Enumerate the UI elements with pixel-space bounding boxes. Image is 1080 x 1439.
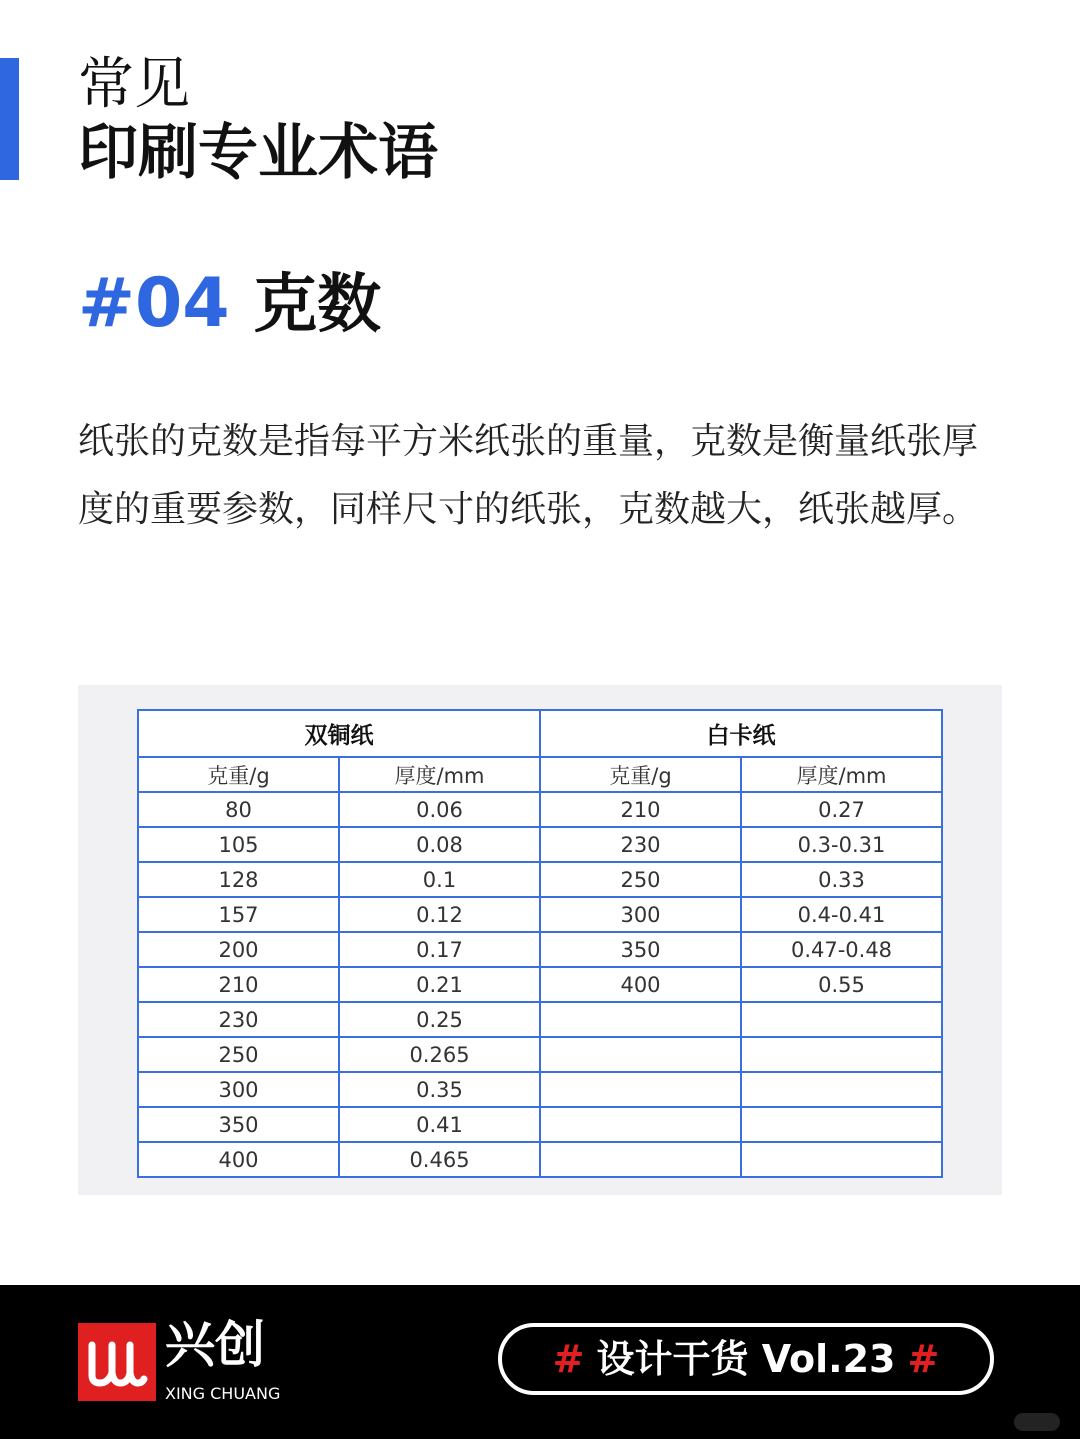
table-cell: 128 <box>138 862 339 897</box>
brand-name: 兴创 <box>165 1316 265 1374</box>
table-cell: 0.33 <box>741 862 942 897</box>
table-cell: 400 <box>540 967 741 1002</box>
table-cell: 0.08 <box>339 827 540 862</box>
table-cell: 0.1 <box>339 862 540 897</box>
table-cell: 0.21 <box>339 967 540 1002</box>
watermark-badge-icon <box>1014 1413 1060 1431</box>
table-row <box>138 1002 942 1037</box>
table-cell <box>540 1037 741 1072</box>
table-cell: 0.3-0.31 <box>741 827 942 862</box>
xing-chuang-logo-icon <box>78 1323 156 1401</box>
brand-subtitle: XING CHUANG <box>165 1384 281 1403</box>
table-cell: 0.17 <box>339 932 540 967</box>
table-cell: 0.41 <box>339 1107 540 1142</box>
table-cell <box>741 1107 942 1142</box>
column-header-thickness: 厚度/mm <box>339 757 540 792</box>
section-number: #04 <box>78 264 230 343</box>
table-cell: 0.06 <box>339 792 540 827</box>
table-cell: 210 <box>540 792 741 827</box>
table-row <box>138 1142 942 1177</box>
page-title: 印刷专业术语 <box>78 118 438 188</box>
section-title: 克数 <box>253 268 382 342</box>
table-cell: 230 <box>138 1002 339 1037</box>
table-cell <box>540 1142 741 1177</box>
table-row <box>138 1037 942 1072</box>
header-kicker: 常见 <box>78 52 190 117</box>
table-cell <box>540 1072 741 1107</box>
tag-text: 设计干货 Vol.23 <box>596 1337 896 1381</box>
table-row <box>138 792 942 827</box>
accent-bar <box>0 58 19 180</box>
paper-weight-table <box>137 709 943 1178</box>
table-cell <box>540 1107 741 1142</box>
table-cell: 0.55 <box>741 967 942 1002</box>
table-cell: 250 <box>138 1037 339 1072</box>
series-tag <box>498 1323 994 1395</box>
column-header-thickness: 厚度/mm <box>741 757 942 792</box>
table-cell: 80 <box>138 792 339 827</box>
table-cell: 0.12 <box>339 897 540 932</box>
table-row <box>138 1072 942 1107</box>
table-cell: 210 <box>138 967 339 1002</box>
table-cell: 300 <box>540 897 741 932</box>
table-cell: 0.27 <box>741 792 942 827</box>
column-header-weight: 克重/g <box>540 757 741 792</box>
table-cell: 0.265 <box>339 1037 540 1072</box>
description-text: 纸张的克数是指每平方米纸张的重量，克数是衡量纸张厚度的重要参数，同样尺寸的纸张，克数越大，纸张越厚。 <box>78 421 979 530</box>
group-header-white-card: 白卡纸 <box>540 710 942 757</box>
table-cell: 200 <box>138 932 339 967</box>
tag-hash-right: # <box>907 1337 940 1381</box>
table-row <box>138 862 942 897</box>
table-cell <box>741 1037 942 1072</box>
table-panel <box>78 685 1002 1195</box>
tag-hash-left: # <box>552 1337 585 1381</box>
table-cell: 0.4-0.41 <box>741 897 942 932</box>
table-cell: 0.465 <box>339 1142 540 1177</box>
table-row <box>138 1107 942 1142</box>
column-header-weight: 克重/g <box>138 757 339 792</box>
footer <box>0 1285 1080 1439</box>
table-cell: 300 <box>138 1072 339 1107</box>
table-cell: 230 <box>540 827 741 862</box>
table-cell: 350 <box>540 932 741 967</box>
table-cell <box>540 1002 741 1037</box>
table-cell: 0.47-0.48 <box>741 932 942 967</box>
brand-logo <box>78 1323 156 1401</box>
table-row <box>138 932 942 967</box>
table-cell <box>741 1072 942 1107</box>
section-heading <box>78 262 381 346</box>
table-cell: 400 <box>138 1142 339 1177</box>
table-row <box>138 827 942 862</box>
table-row <box>138 967 942 1002</box>
table-cell: 105 <box>138 827 339 862</box>
table-cell <box>741 1142 942 1177</box>
table-cell <box>741 1002 942 1037</box>
table-cell: 157 <box>138 897 339 932</box>
table-cell: 250 <box>540 862 741 897</box>
table-cell: 0.35 <box>339 1072 540 1107</box>
group-header-coated-paper: 双铜纸 <box>138 710 540 757</box>
table-cell: 350 <box>138 1107 339 1142</box>
table-row <box>138 897 942 932</box>
table-cell: 0.25 <box>339 1002 540 1037</box>
